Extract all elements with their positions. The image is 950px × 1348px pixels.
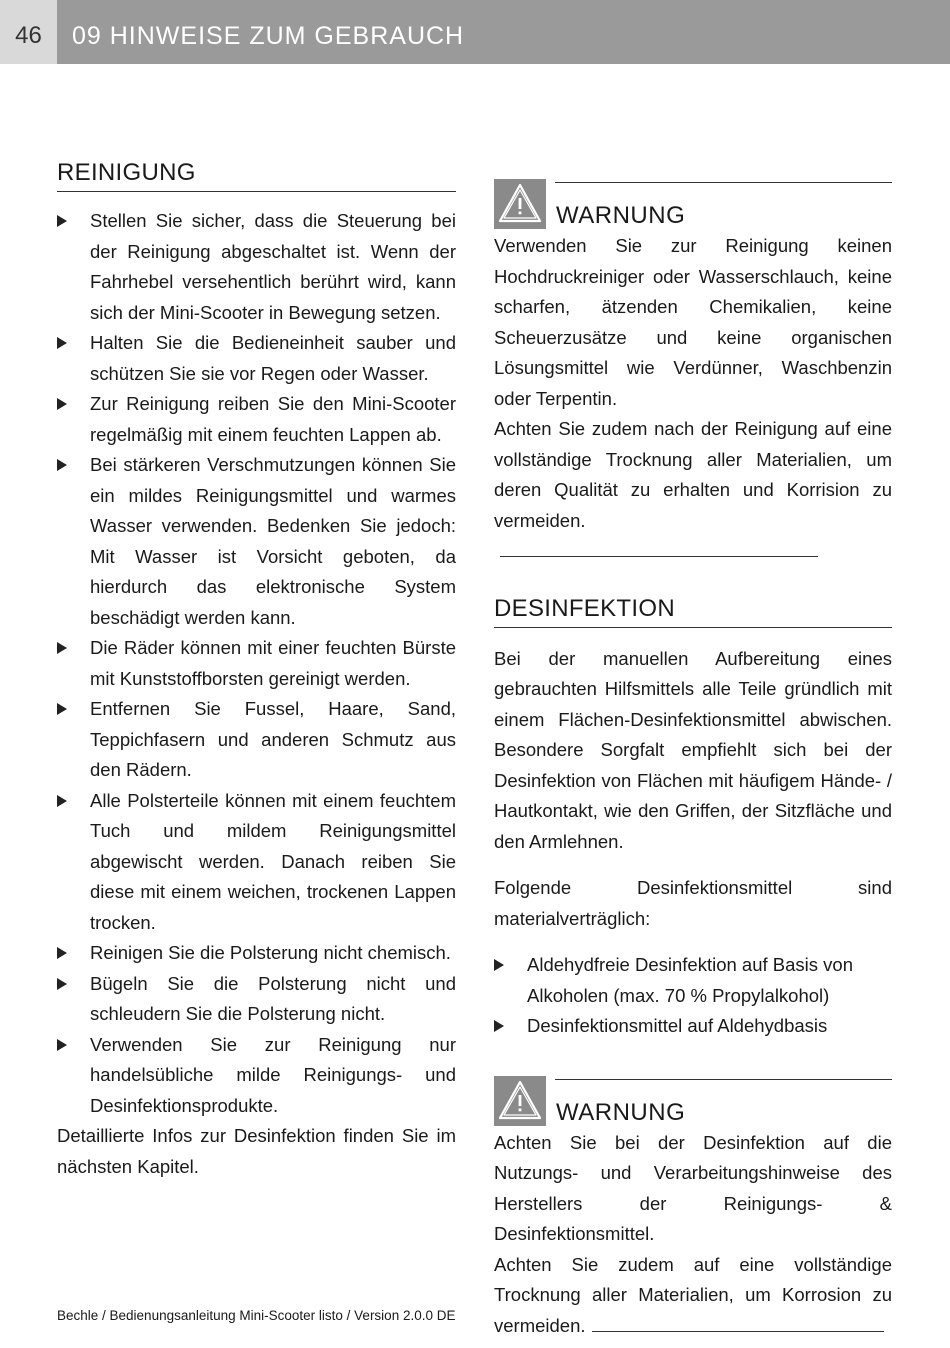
divider: [592, 1331, 884, 1332]
page-number: 46: [0, 0, 57, 64]
list-item: Halten Sie die Bedieneinheit sauber und schützen Sie sie vor Regen oder Wasser.: [57, 328, 456, 389]
cleaning-list: [57, 206, 456, 1121]
warning-text: Achten Sie zudem nach der Reinigung auf eine vollständige Trocknung aller Materialien, um deren Qualität zu erhalten und Korrision zu vermeiden.: [494, 418, 892, 531]
bullet-arrow-icon: [57, 398, 67, 410]
page-header: [0, 0, 950, 64]
list-item: Aldehydfreie Desinfektion auf Basis von Alkoholen (max. 70 % Propylalkohol): [494, 950, 892, 1011]
bullet-arrow-icon: [57, 795, 67, 807]
list-item: Stellen Sie sicher, dass die Steuerung bei der Reinigung abgeschaltet ist. Wenn der Fahrhebel versehentlich berührt wird, kann sich der Mini-Scooter in Bewegung setzen.: [57, 206, 456, 328]
bullet-arrow-icon: [57, 642, 67, 654]
bullet-arrow-icon: [57, 459, 67, 471]
warning-text: Achten Sie zudem auf eine vollständige Trocknung aller Materialien, um Korrosion zu vermeiden.: [494, 1253, 892, 1336]
bullet-arrow-icon: [57, 215, 67, 227]
disinfection-intro: Folgende Desinfektionsmittel sind materialverträglich:: [494, 877, 892, 929]
list-item: Desinfektionsmittel auf Aldehydbasis: [494, 1011, 892, 1042]
list-item: Verwenden Sie zur Reinigung nur handelsübliche milde Reinigungs- und Desinfektionsprodukte.: [57, 1030, 456, 1122]
list-item: Entfernen Sie Fussel, Haare, Sand, Teppichfasern und anderen Schmutz aus den Rädern.: [57, 694, 456, 786]
bullet-arrow-icon: [57, 703, 67, 715]
list-item: Bügeln Sie die Polsterung nicht und schleudern Sie die Polsterung nicht.: [57, 969, 456, 1030]
right-column: [494, 175, 892, 1341]
list-item: Bei stärkeren Verschmutzungen können Sie ein mildes Reinigungsmittel und warmes Wasser verwenden. Bedenken Sie jedoch: Mit Wasser ist Vorsicht geboten, da hierdurch das elektronische System beschädigt werden kann.: [57, 450, 456, 633]
list-item: Die Räder können mit einer feuchten Bürste mit Kunststoffborsten gereinigt werden.: [57, 633, 456, 694]
warning-title: WARNUNG: [556, 1098, 686, 1126]
disinfection-section: [494, 591, 892, 1042]
list-item: Zur Reinigung reiben Sie den Mini-Scooter regelmäßig mit einem feuchten Lappen ab.: [57, 389, 456, 450]
bullet-arrow-icon: [57, 337, 67, 349]
disinfection-heading: DESINFEKTION: [494, 591, 892, 628]
cleaning-section: [57, 155, 456, 1182]
cleaning-note: Detaillierte Infos zur Desinfektion finden Sie im nächsten Kapitel.: [57, 1125, 456, 1177]
warning-box-disinfection: [494, 1072, 892, 1342]
bullet-arrow-icon: [57, 947, 67, 959]
divider: [555, 1079, 892, 1080]
divider: [500, 556, 818, 557]
bullet-arrow-icon: [57, 1039, 67, 1051]
chapter-title: 09 HINWEISE ZUM GEBRAUCH: [72, 22, 465, 50]
warning-triangle-icon: [494, 1076, 546, 1126]
page-footer: Bechle / Bedienungsanleitung Mini-Scooter listo / Version 2.0.0 DE: [57, 1308, 456, 1323]
list-item: Reinigen Sie die Polsterung nicht chemisch.: [57, 938, 456, 969]
bullet-arrow-icon: [57, 978, 67, 990]
disinfectant-list: [494, 950, 892, 1042]
cleaning-heading: REINIGUNG: [57, 155, 456, 192]
list-item: Alle Polsterteile können mit einem feuchtem Tuch und mildem Reinigungsmittel abgewischt werden. Danach reiben Sie diese mit einem weichen, trockenen Lappen trocken.: [57, 786, 456, 939]
divider: [555, 182, 892, 183]
disinfection-text: Bei der manuellen Aufbereitung eines gebrauchten Hilfsmittels alle Teile gründlich mit einem Flächen-Desinfektionsmittel abwischen. Besondere Sorgfalt empfiehlt sich bei der Desinfektion von Flächen mit häufigem Hände- / Hautkontakt, wie den Griffen, der Sitzfläche und den Armlehnen.: [494, 647, 892, 852]
warning-title: WARNUNG: [556, 202, 686, 229]
bullet-arrow-icon: [494, 1020, 504, 1032]
warning-text: Achten Sie bei der Desinfektion auf die Nutzungs- und Verarbeitungshinweise des Herstellers der Reinigungs- & Desinfektionsmittel.: [494, 1131, 892, 1244]
warning-triangle-icon: [494, 179, 546, 229]
bullet-arrow-icon: [494, 959, 504, 971]
warning-text: Verwenden Sie zur Reinigung keinen Hochdruckreiniger oder Wasserschlauch, keine scharfen, ätzenden Chemikalien, keine Scheuerzusätze und keine organischen Lösungsmittel wie Verdünner, Waschbenzin oder Terpentin.: [494, 235, 892, 409]
warning-box-cleaning: [494, 175, 892, 567]
